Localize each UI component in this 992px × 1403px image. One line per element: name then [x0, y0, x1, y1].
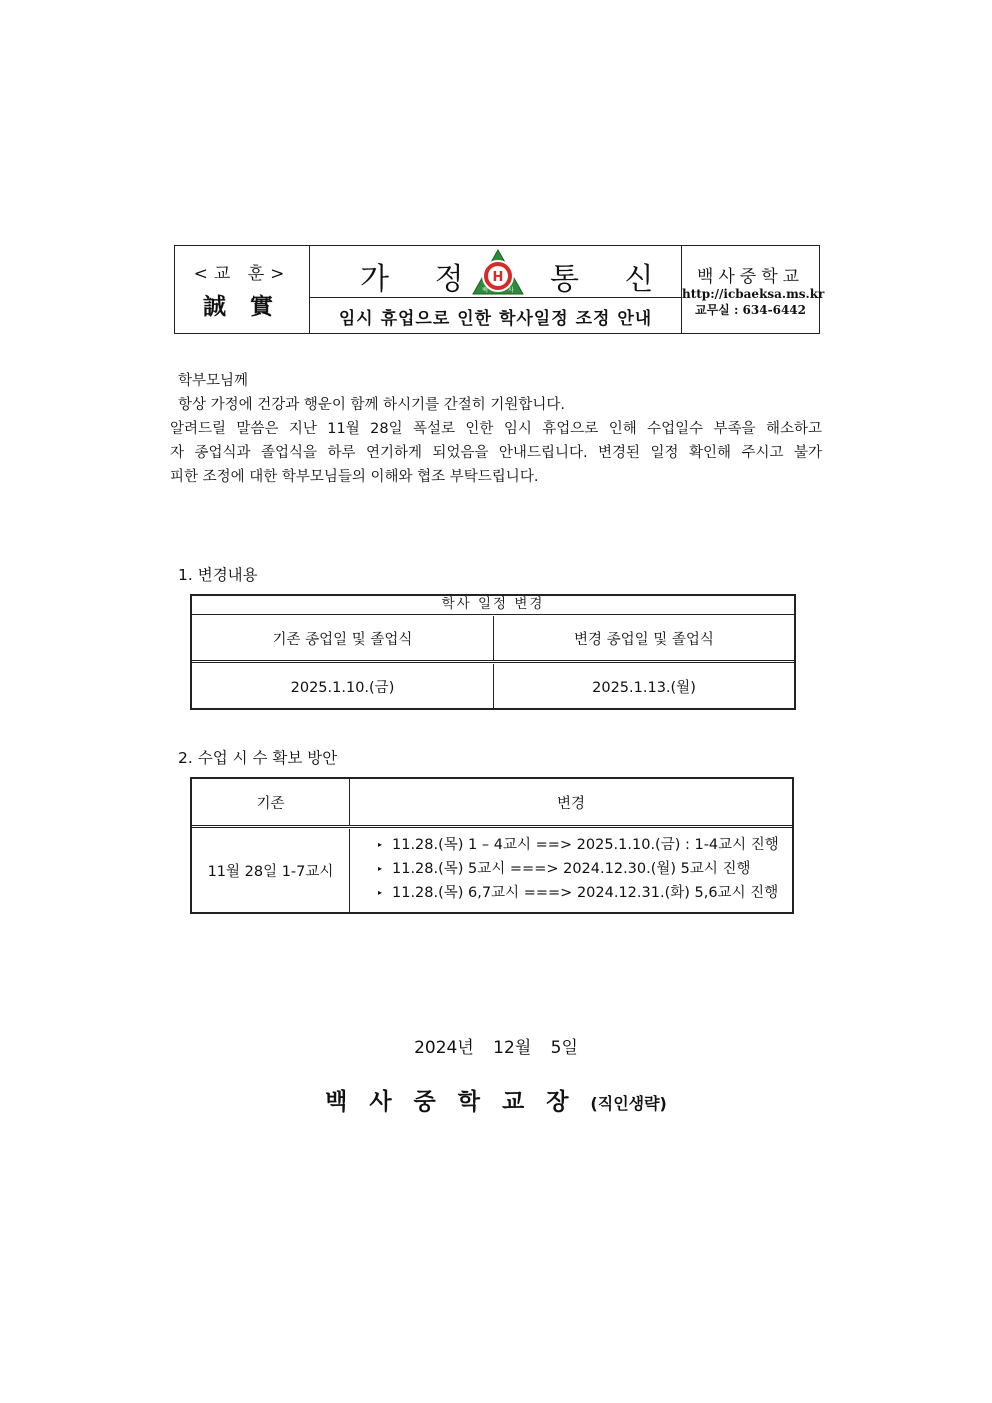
section1-title: 1. 변경내용 — [178, 566, 258, 584]
body-line: 피한 조정에 대한 학부모님들의 이해와 협조 부탁드립니다. — [170, 469, 539, 485]
class-hours-table — [190, 777, 794, 914]
logo-text-right: 사 — [508, 287, 514, 294]
logo-text-left: 백 — [482, 287, 488, 294]
newsletter-header — [174, 245, 825, 334]
motto-text: 誠 實 — [202, 293, 281, 320]
header-original: 기존 — [192, 779, 350, 825]
body-line: 알려드릴 말씀은 지난 11월 28일 폭설로 인한 임시 휴업으로 인해 수업일수 부족을 해소하고 — [170, 421, 822, 437]
list-item: ▸ 11.28.(목) 5교시 ===> 2024.12.30.(월) 5교시 진행 — [350, 857, 792, 881]
principal-signature — [0, 1083, 992, 1116]
list-item: ▸ 11.28.(목) 1 – 4교시 ==> 2025.1.10.(금) : 1-4교시 진행 — [350, 833, 792, 857]
title-top — [310, 246, 681, 298]
school-phone: 교무실 : 634-6442 — [695, 303, 806, 317]
header-original: 기존 종업일 및 졸업식 — [192, 616, 494, 660]
title-right: 통 신 — [550, 262, 672, 297]
motto-cell — [175, 246, 310, 333]
greeting: 학부모님께 — [178, 373, 249, 389]
original-hours: 11월 28일 1-7교시 — [192, 829, 350, 912]
bullet-icon: ▸ — [378, 864, 383, 873]
schedule-change-table — [190, 594, 796, 710]
school-url: http://icbaeksa.ms.kr — [682, 287, 825, 301]
issue-date: 2024년 12월 5일 — [414, 1038, 578, 1058]
table-caption: 학사 일정 변경 — [192, 596, 794, 615]
list-item: ▸ 11.28.(목) 6,7교시 ===> 2024.12.31.(화) 5,6교시 진행 — [350, 881, 792, 905]
change-list — [350, 829, 792, 912]
letter-line1: 항상 가정에 건강과 행운이 함께 하시기를 간절히 기원합니다. — [178, 397, 566, 413]
table-header-row — [192, 779, 792, 828]
header-changed: 변경 — [556, 795, 585, 812]
section2-title: 2. 수업 시 수 확보 방안 — [178, 749, 338, 767]
table-row — [192, 664, 794, 708]
value-changed: 2025.1.13.(월) — [592, 679, 696, 696]
table-header-row — [192, 616, 794, 663]
header-changed: 변경 종업일 및 졸업식 — [574, 631, 714, 648]
school-logo-icon — [472, 249, 524, 295]
school-name: 백사중학교 — [696, 267, 805, 287]
table-row — [192, 829, 792, 912]
seal-note: (직인생략) — [590, 1094, 667, 1113]
title-left: 가 정 — [360, 262, 482, 297]
school-info-cell — [682, 246, 825, 333]
value-original: 2025.1.10.(금) — [192, 664, 494, 708]
bullet-icon: ▸ — [378, 840, 383, 849]
letter-body — [170, 417, 822, 489]
motto-label: <교 훈> — [193, 264, 291, 284]
principal-name: 백사중학교장 — [325, 1088, 591, 1115]
subtitle: 임시 휴업으로 인한 학사일정 조정 안내 — [338, 309, 653, 329]
body-line: 자 종업식과 졸업식을 하루 연기하게 되었음을 안내드립니다. 변경된 일정 확인해 주시고 불가 — [170, 445, 822, 461]
logo-letter: H — [492, 270, 504, 285]
title-cell — [310, 246, 682, 333]
bullet-icon: ▸ — [378, 888, 383, 897]
